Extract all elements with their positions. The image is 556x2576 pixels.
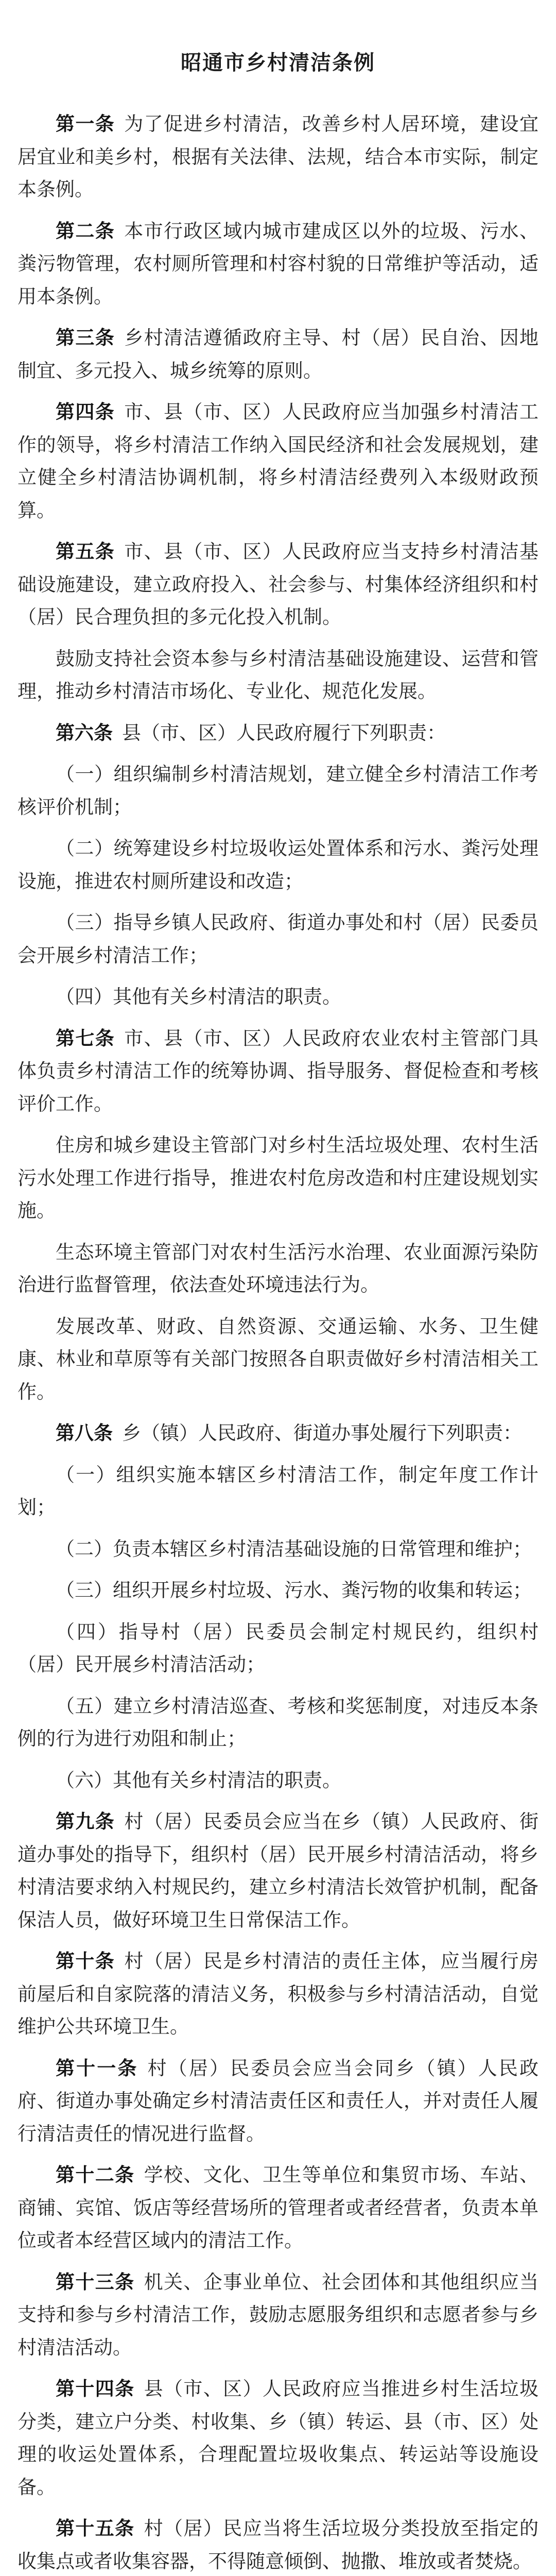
article-text: 本市行政区域内城市建成区以外的垃圾、污水、粪污物管理，农村厕所管理和村容村貌的日常维护等活动，适用本条例。 (18, 219, 539, 308)
article-paragraph (18, 321, 538, 387)
clause-paragraph (18, 1690, 538, 1755)
clause-paragraph (18, 1459, 538, 1524)
article-text: 生态环境主管部门对农村生活污水治理、农业面源污染防治进行监督管理，依法查处环境违法行为。 (18, 1241, 538, 1296)
clause-paragraph (18, 1764, 538, 1797)
article-text: （四）其他有关乡村清洁的职责。 (56, 986, 341, 1008)
clause-paragraph (18, 1129, 538, 1227)
article-paragraph (18, 2052, 538, 2150)
article-number: 第三条 (56, 326, 115, 349)
article-paragraph (18, 2266, 538, 2364)
article-text: （一）组织实施本辖区乡村清洁工作，制定年度工作计划； (18, 1463, 538, 1518)
article-paragraph (18, 1945, 538, 2043)
article-number: 第六条 (56, 721, 113, 744)
clause-paragraph (18, 1310, 538, 1409)
article-text: 学校、文化、卫生等单位和集贸市场、车站、商铺、宾馆、饭店等经营场所的管理者或者经营者，负责本单位或者本经营区域内的清洁工作。 (18, 2164, 539, 2251)
article-paragraph (18, 1022, 538, 1121)
article-paragraph (18, 215, 538, 313)
article-paragraph (18, 717, 538, 750)
article-text: 市、县（市、区）人民政府应当加强乡村清洁工作的领导，将乡村清洁工作纳入国民经济和社会发展规划，建立健全乡村清洁协调机制，将乡村清洁经费列入本级财政预算。 (18, 401, 539, 521)
article-text: 村（居）民应当将生活垃圾分类投放至指定的收集点或者收集容器，不得随意倾倒、抛撒、堆放或者焚烧。 (18, 2517, 539, 2572)
article-text: 县（市、区）人民政府应当推进乡村生活垃圾分类，建立户分类、村收集、乡（镇）转运、县（市、区）处理的收运处置体系，合理配置垃圾收集点、转运站等设施设备。 (18, 2378, 539, 2498)
clause-paragraph (18, 980, 538, 1013)
article-text: （三）指导乡镇人民政府、街道办事处和村（居）民委员会开展乡村清洁工作； (18, 911, 538, 967)
article-number: 第十四条 (56, 2377, 135, 2400)
article-text: （一）组织编制乡村清洁规划，建立健全乡村清洁工作考核评价机制； (18, 763, 538, 818)
document-title: 昭通市乡村清洁条例 (181, 50, 375, 75)
article-text: 村（居）民是乡村清洁的责任主体，应当履行房前屋后和自家院落的清洁义务，积极参与乡村清洁活动，自觉维护公共环境卫生。 (18, 1950, 539, 2038)
article-number: 第八条 (56, 1421, 113, 1444)
article-number: 第二条 (56, 219, 115, 242)
article-number: 第十三条 (56, 2270, 135, 2293)
clause-paragraph (18, 1533, 538, 1566)
clause-paragraph (18, 906, 538, 972)
article-text: （三）组织开展乡村垃圾、污水、粪污物的收集和转运； (56, 1579, 532, 1601)
article-text: 乡村清洁遵循政府主导、村（居）民自治、因地制宜、多元投入、城乡统筹的原则。 (18, 327, 539, 382)
article-text: （二）负责本辖区乡村清洁基础设施的日常管理和维护； (56, 1537, 532, 1560)
article-text: 市、县（市、区）人民政府农业农村主管部门具体负责乡村清洁工作的统筹协调、指导服务、督促检查和考核评价工作。 (18, 1027, 539, 1115)
article-number: 第十条 (56, 1950, 115, 1972)
article-paragraph (18, 1417, 538, 1450)
clause-paragraph (18, 758, 538, 823)
article-text: 发展改革、财政、自然资源、交通运输、水务、卫生健康、林业和草原等有关部门按照各自职责做好乡村清洁相关工作。 (18, 1315, 538, 1403)
article-paragraph (18, 396, 538, 527)
article-paragraph (18, 2512, 538, 2576)
article-paragraph (18, 1805, 538, 1936)
article-text: 机关、企事业单位、社会团体和其他组织应当支持和参与乡村清洁工作，鼓励志愿服务组织和志愿者参与乡村清洁活动。 (18, 2270, 539, 2359)
article-text: 市、县（市、区）人民政府应当支持乡村清洁基础设施建设，建立政府投入、社会参与、村集体经济组织和村（居）民合理负担的多元化投入机制。 (18, 540, 539, 628)
article-text: （二）统筹建设乡村垃圾收运处置体系和污水、粪污处理设施，推进农村厕所建设和改造； (18, 837, 538, 892)
article-text: （五）建立乡村清洁巡查、考核和奖惩制度，对违反本条例的行为进行劝阻和制止； (18, 1694, 538, 1750)
article-number: 第七条 (56, 1026, 115, 1049)
article-paragraph (18, 535, 538, 634)
article-number: 第九条 (56, 1810, 115, 1833)
article-number: 第十五条 (56, 2517, 135, 2539)
article-paragraph (18, 108, 538, 206)
article-number: 第十一条 (56, 2056, 138, 2079)
article-number: 第四条 (56, 400, 115, 423)
article-number: 第一条 (56, 112, 115, 135)
clause-paragraph (18, 642, 538, 708)
article-paragraph (18, 2372, 538, 2503)
article-text: 县（市、区）人民政府履行下列职责： (122, 721, 446, 744)
clause-paragraph (18, 832, 538, 897)
article-number: 第十二条 (56, 2163, 135, 2186)
document-body (18, 108, 538, 2576)
article-text: 村（居）民委员会应当会同乡（镇）人民政府、街道办事处确定乡村清洁责任区和责任人，并对责任人履行清洁责任的情况进行监督。 (18, 2057, 539, 2145)
clause-paragraph (18, 1574, 538, 1607)
article-text: （四）指导村（居）民委员会制定村规民约，组织村（居）民开展乡村清洁活动； (18, 1620, 538, 1675)
article-number: 第五条 (56, 540, 115, 563)
article-text: 住房和城乡建设主管部门对乡村生活垃圾处理、农村生活污水处理工作进行指导，推进农村危房改造和村庄建设规划实施。 (18, 1134, 538, 1222)
article-text: 村（居）民委员会应当在乡（镇）人民政府、街道办事处的指导下，组织村（居）民开展乡村清洁活动，将乡村清洁要求纳入村规民约，建立乡村清洁长效管护机制，配备保洁人员，做好环境卫生日常保洁工作。 (18, 1810, 539, 1931)
article-paragraph (18, 2159, 538, 2257)
article-text: 乡（镇）人民政府、街道办事处履行下列职责： (122, 1422, 522, 1444)
clause-paragraph (18, 1616, 538, 1681)
article-text: 为了促进乡村清洁，改善乡村人居环境，建设宜居宜业和美乡村，根据有关法律、法规，结合本市实际，制定本条例。 (18, 113, 539, 200)
article-text: 鼓励支持社会资本参与乡村清洁基础设施建设、运营和管理，推动乡村清洁市场化、专业化、规范化发展。 (18, 647, 538, 702)
clause-paragraph (18, 1236, 538, 1301)
article-text: （六）其他有关乡村清洁的职责。 (56, 1769, 341, 1791)
